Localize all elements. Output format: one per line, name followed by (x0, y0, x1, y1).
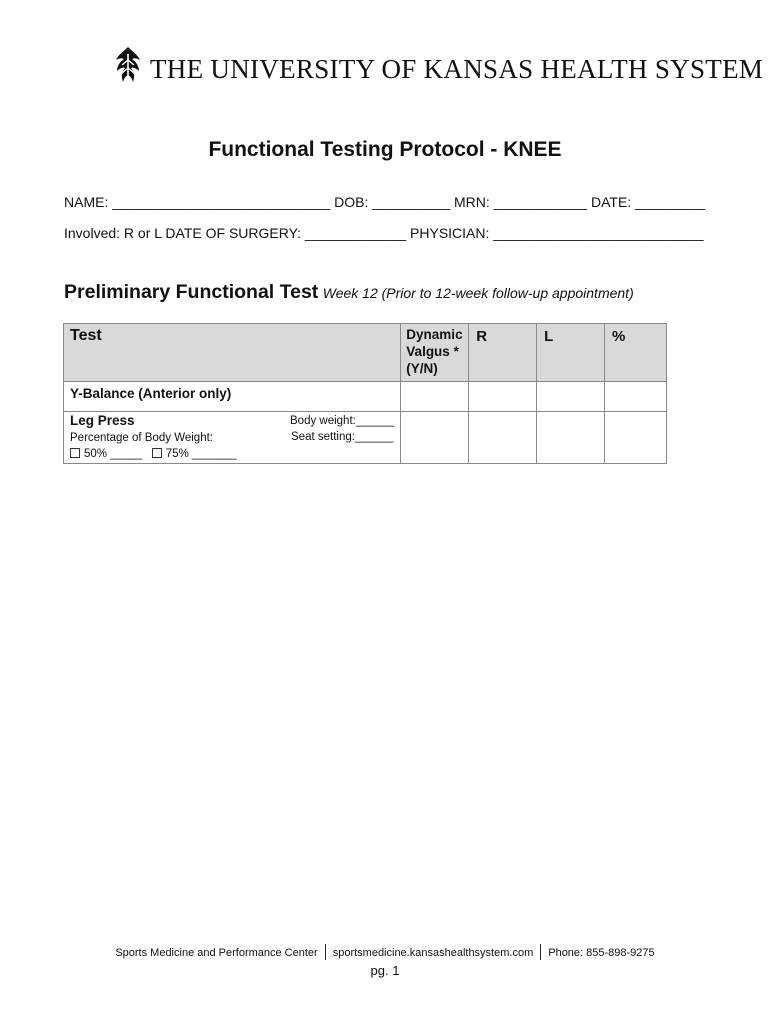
checkbox-75[interactable] (152, 448, 162, 458)
y-balance-pct-cell[interactable] (605, 382, 667, 412)
y-balance-l-cell[interactable] (537, 382, 605, 412)
leg-press-dynamic-cell[interactable] (401, 412, 469, 464)
option-50-label: 50% _____ (84, 448, 143, 460)
option-75-label: 75% _______ (165, 448, 237, 460)
document-title: Functional Testing Protocol - KNEE (208, 138, 562, 161)
percentage-body-weight-label: Percentage of Body Weight: (70, 432, 213, 444)
section-title (64, 281, 634, 304)
footer (0, 944, 770, 960)
jayhawk-flame-icon (113, 46, 143, 88)
surgery-info-line: Involved: R or L DATE OF SURGERY: _____________ PHYSICIAN: ___________________________ (64, 225, 704, 241)
patient-info-line: NAME: ____________________________ DOB: __________ MRN: ____________ DATE: _________ (64, 194, 706, 210)
section-subtitle: Week 12 (Prior to 12-week follow-up appointment) (322, 285, 634, 301)
page-number: pg. 1 (370, 963, 400, 978)
header-l: L (537, 324, 605, 382)
header-r: R (469, 324, 537, 382)
leg-press-label: Leg Press (70, 413, 135, 428)
footer-separator (540, 944, 541, 960)
table-row (64, 382, 667, 412)
header-dynamic-line1: Dynamic (406, 327, 463, 342)
footer-center-name: Sports Medicine and Performance Center (115, 947, 318, 959)
leg-press-pct-cell[interactable] (605, 412, 667, 464)
y-balance-r-cell[interactable] (469, 382, 537, 412)
functional-test-table (63, 323, 667, 464)
leg-press-cell (64, 412, 401, 464)
footer-separator (325, 944, 326, 960)
header-dynamic-valgus (401, 324, 469, 382)
header-dynamic-line3: (Y/N) (406, 361, 438, 376)
table-header-row (64, 324, 667, 382)
table-row (64, 412, 667, 464)
y-balance-dynamic-cell[interactable] (401, 382, 469, 412)
seat-setting-field[interactable]: Seat setting:______ (291, 431, 394, 443)
header-dynamic-line2: Valgus * (406, 344, 459, 359)
y-balance-label: Y-Balance (Anterior only) (64, 382, 401, 412)
header-test: Test (64, 324, 401, 382)
organization-logo-text: THE UNIVERSITY OF KANSAS HEALTH SYSTEM (150, 54, 764, 84)
section-title-main: Preliminary Functional Test (64, 281, 319, 303)
footer-phone: Phone: 855-898-9275 (548, 947, 655, 959)
header-percent: % (605, 324, 667, 382)
leg-press-l-cell[interactable] (537, 412, 605, 464)
footer-website: sportsmedicine.kansashealthsystem.com (332, 947, 534, 959)
body-weight-field[interactable]: Body weight:______ (290, 415, 395, 427)
leg-press-r-cell[interactable] (469, 412, 537, 464)
percentage-options (70, 448, 237, 460)
checkbox-50[interactable] (70, 448, 80, 458)
